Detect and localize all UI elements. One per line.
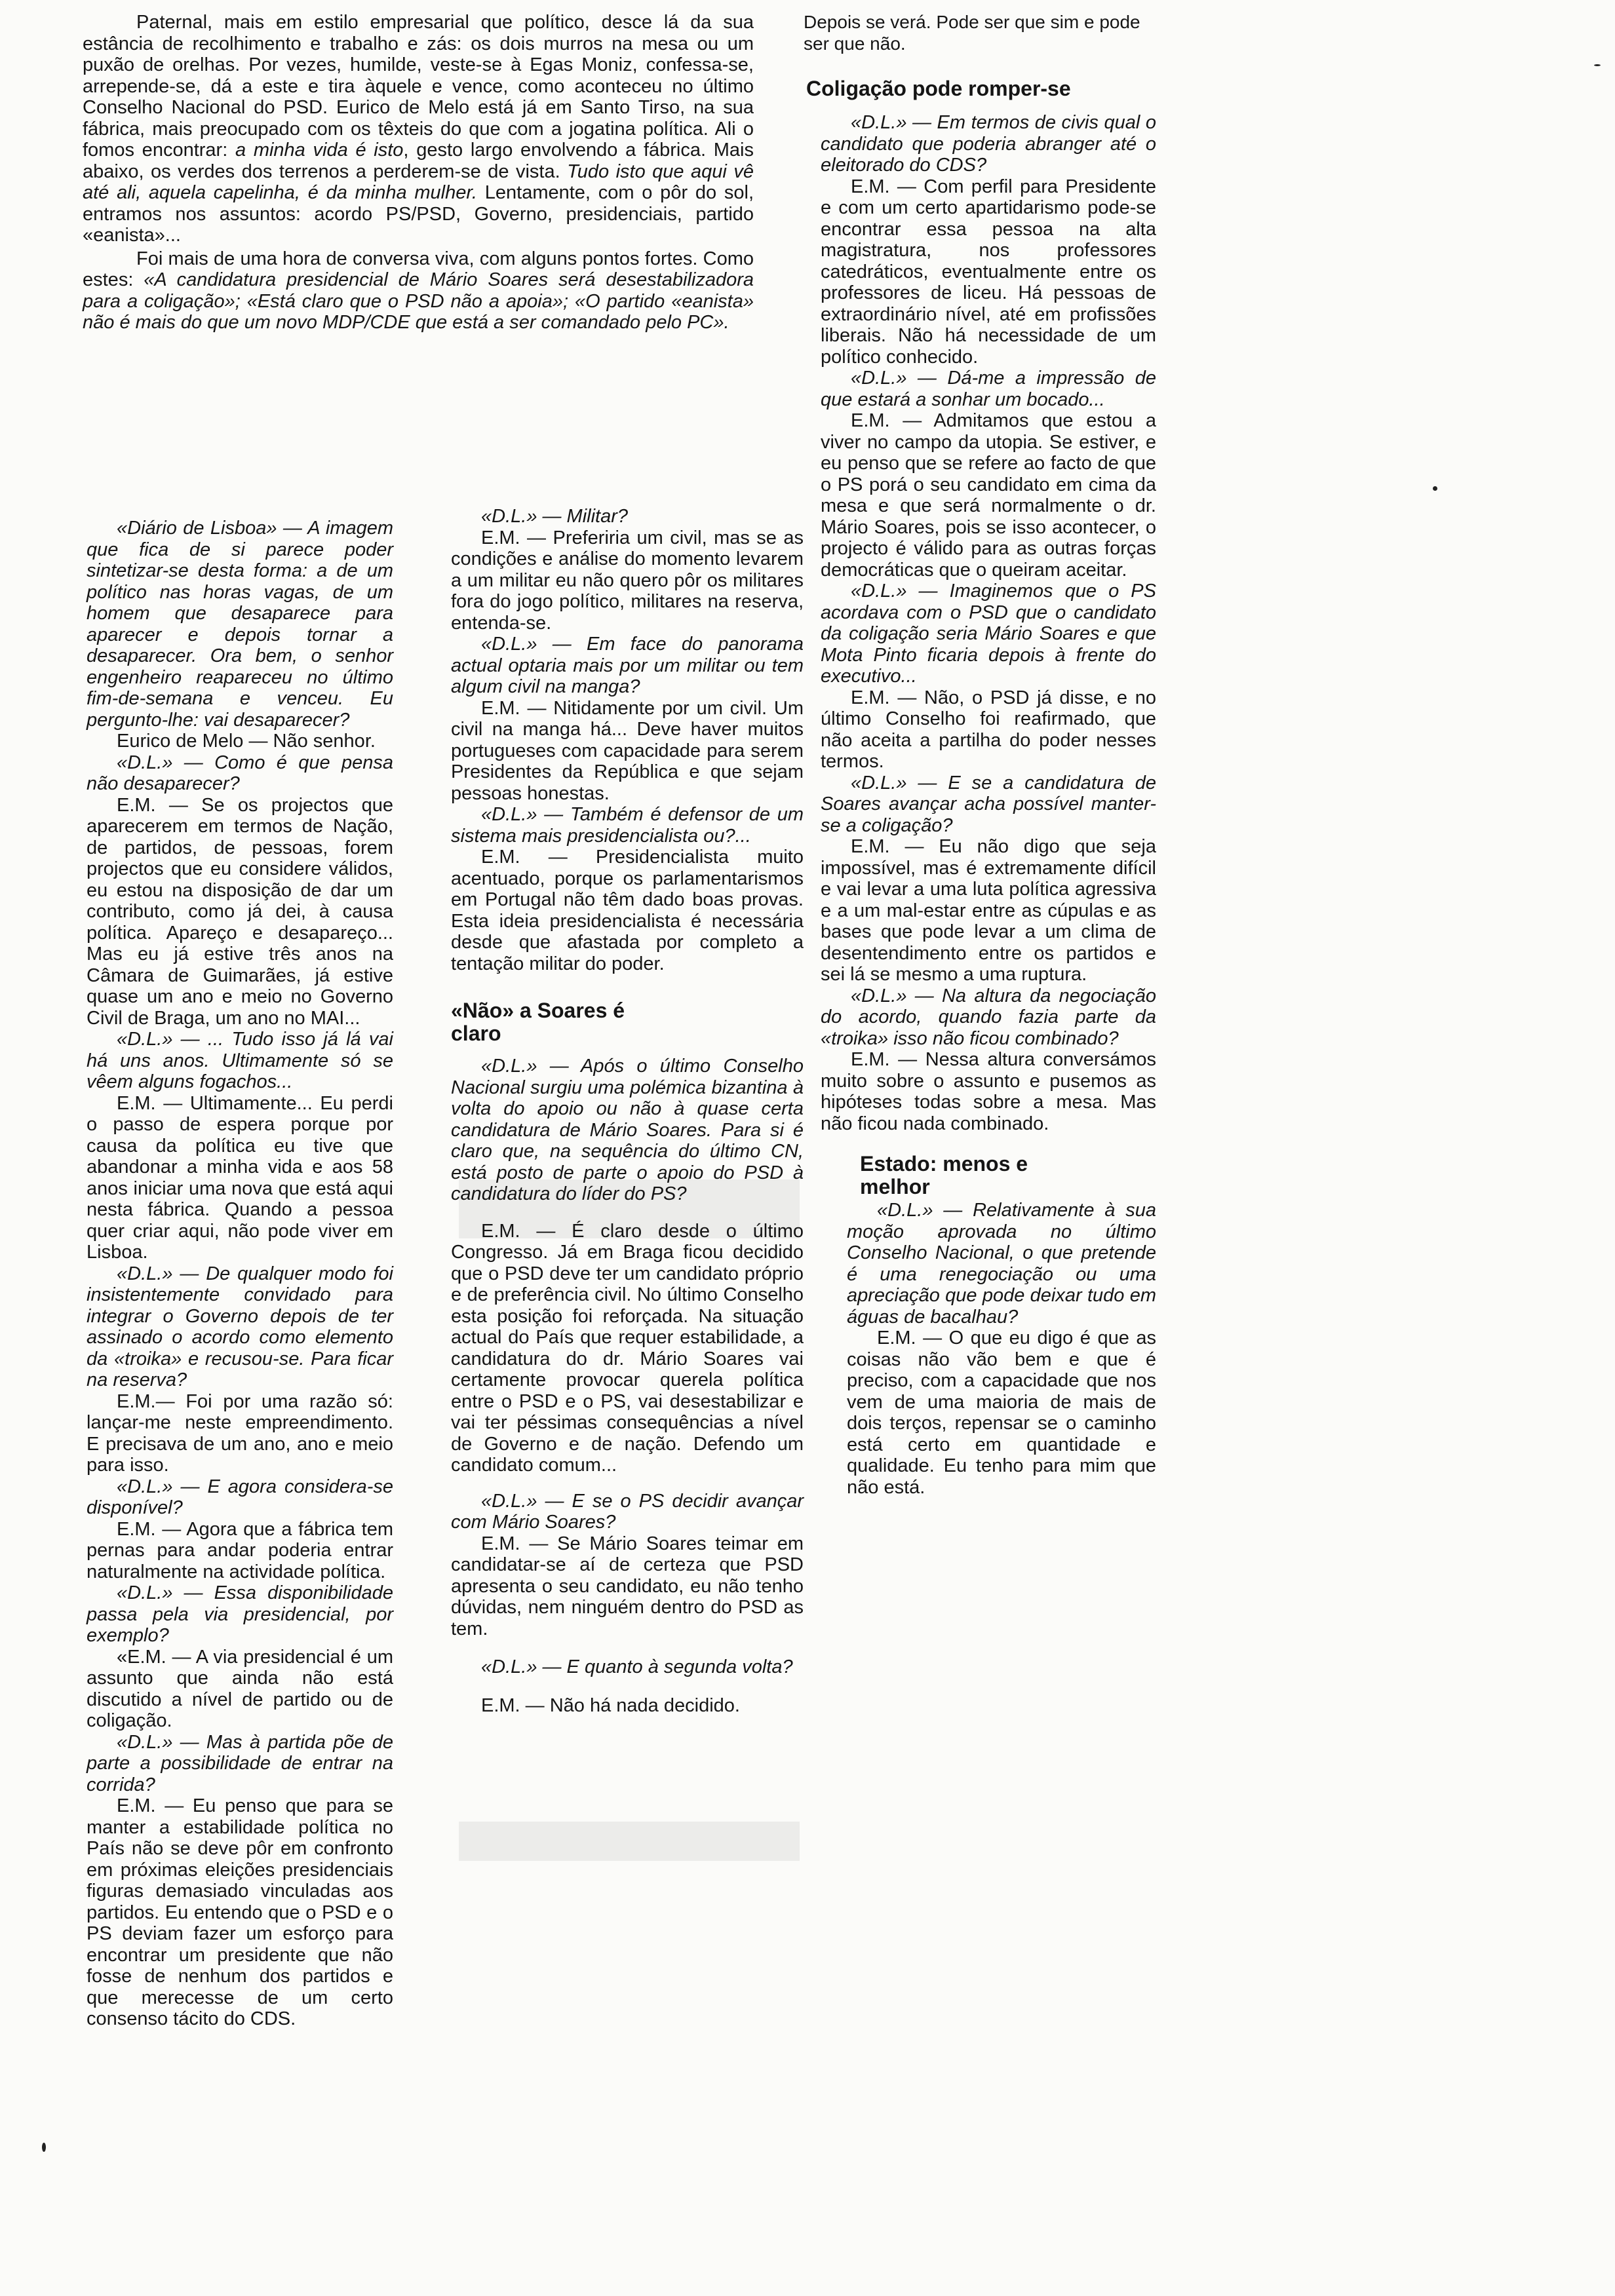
question-1: «Diário de Lisboa» — A imagem que fica de si parece poder sintetizar-se desta forma: a de um político nas horas vagas, de um homem que desaparece para aparecer e depois tornar a desaparecer. Ora bem, o senhor engenheiro reapareceu no último fim-de-semana e venceu. Eu pergunto-lhe: vai desaparecer? [87, 518, 393, 731]
lead-paragraph-1: Paternal, mais em estilo empresarial que político, desce lá da sua estância de recolhimento e trabalho e zás: os dois murros na mesa ou um puxão de orelhas. Por vezes, humilde, veste-se à Egas Moniz, confessa-se, arrepende-se, dá a este e tira àquele e vence, como aconteceu no último Conselho Nacional do PSD. Eurico de Melo está já em Santo Tirso, na sua fábrica, mais preocupado com os têxteis do que com a jogatina política. Ali o fomos encontrar: a minha vida é isto, gesto largo envolvendo a fábrica. Mais abaixo, os verdes dos terrenos a perderem-se de vista. Tudo isto que aqui vê até ali, aquela capelinha, é da minha mulher. Lentamente, com o pôr do sol, entramos nos assuntos: acordo PS/PSD, Governo, presidenciais, partido «eanista»... [83, 12, 754, 246]
question-6: «D.L.» — Relativamente à sua moção aprovada no último Conselho Nacional, o que pretende é uma renegociação ou uma apreciação que pode deixar tudo em águas de bacalhau? [847, 1200, 1156, 1328]
answer-1: Eurico de Melo — Não senhor. [117, 731, 376, 752]
answer-5: E.M. — Agora que a fábrica tem pernas para andar poderia entrar naturalmente na actividade política. [87, 1518, 393, 1582]
answer-4: E.M.— Foi por uma razão só: lançar-me neste empreendimento. E precisava de um ano, ano e meio para isso. [87, 1390, 393, 1476]
answer-1: E.M. — Preferiria um civil, mas se as condições e análise do momento levarem a um militar eu não quero pôr os militares fora do jogo político, militares na reserva, entenda-se. [451, 527, 804, 634]
answer-3: E.M. — Ultimamente... Eu perdi o passo de espera porque por causa da política eu tive que abandonar a minha vida e aos 58 anos iniciar uma nova que está aqui nesta fábrica. Quando a pessoa quer criar aqui, não pode viver em Lisboa. [87, 1092, 393, 1263]
answer-3: E.M. — Presidencialista muito acentuado, porque os parlamentarismos em Portugal não têm dado boas provas. Esta ideia presidencialista é necessária desde que afastada por completo a tentação militar do poder. [451, 847, 804, 974]
question-6: «D.L.» — E quanto à segunda volta? [481, 1656, 793, 1677]
question-7: «D.L.» — Mas à partida põe de parte a possibilidade de entrar na corrida? [87, 1731, 393, 1795]
lead-paragraph-2: Foi mais de uma hora de conversa viva, com alguns pontos fortes. Como estes: «A candidatura presidencial de Mário Soares será desestabilizadora para a coligação»; «Está claro que o PSD não a apoia»; «O partido «eanista» não é mais do que um novo MDP/CDE que está a ser comandado pelo PC». [83, 248, 754, 333]
answer-6: «E.M. — A via presidencial é um assunto que ainda não está discutido a nível de partido ou de coligação. [87, 1646, 393, 1731]
question-2: «D.L.» — Dá-me a impressão de que estará a sonhar um bocado... [821, 368, 1156, 410]
question-4: «D.L.» — E se a candidatura de Soares avançar acha possível manter-se a coligação? [821, 772, 1156, 836]
scan-speck [1594, 64, 1601, 66]
question-5: «D.L.» — E se o PS decidir avançar com Mário Soares? [451, 1490, 804, 1533]
answer-4: E.M. — É claro desde o último Congresso. Já em Braga ficou decidido que o PSD deve ter um candidato próprio e de preferência civil. No último Conselho esta posição foi reforçada. Na situação actual do País que requer estabilidade, a candidatura do dr. Mário Soares vai certamente provocar querela política entre o PSD e o PS, vai desestabilizar e vai ter péssimas consequências a nível de Governo e de nação. Defendo um candidato comum... [451, 1220, 804, 1476]
article-lead [83, 12, 754, 334]
answer-2: E.M. — Nitidamente por um civil. Um civil na manga há... Deve haver muitos portugueses com capacidade para serem Presidentes da República e que sejam pessoas honestas. [451, 697, 804, 804]
scan-smudge [459, 1822, 800, 1861]
scan-speck [1433, 486, 1437, 491]
scan-speck [42, 2143, 46, 2152]
answer-5: E.M. — Nessa altura conversámos muito sobre o assunto e pusemos as hipóteses todas sobre a mesa. Mas não ficou nada combinado. [821, 1049, 1156, 1134]
answer-2: E.M. — Se os projectos que aparecerem em termos de Nação, de partidos, de pessoas, forem projectos que eu considere válidos, eu estou na disposição de dar um contributo, como já dei, à causa política. Apareço e desapareço... Mas eu já estive três anos na Câmara de Guimarães, já estive quase um ano e meio no Governo Civil de Braga, um ano no MAI... [87, 794, 393, 1029]
answer-4: E.M. — Eu não digo que seja impossível, mas é extremamente difícil e vai levar a uma luta política agressiva e a um mal-estar entre as cúpulas e as bases que pode levar a um clima de desentendimento entre os partidos e sei lá se mesmo a uma ruptura. [821, 836, 1156, 985]
column-1 [87, 518, 393, 2030]
answer-2: E.M. — Admitamos que estou a viver no campo da utopia. Se estiver, e eu penso que se refere ao facto de que o PS porá o seu candidato em cima da mesa e que será normalmente o dr. Mário Soares, pois se isso acontecer, o projecto é válido para as outras forças democráticas que o queiram aceitar. [821, 410, 1156, 581]
question-1: «D.L.» — Militar? [481, 506, 629, 527]
subheading-estado: Estado: menos e melhor [860, 1152, 1028, 1198]
question-3: «D.L.» — Imaginemos que o PS acordava com o PSD que o candidato da coligação seria Mário Soares e que Mota Pinto ficaria depois à frente do executivo... [821, 581, 1156, 687]
answer-7: E.M. — Eu penso que para se manter a estabilidade política no País não se deve pôr em confronto em próximas eleições presidenciais figuras demasiado vinculadas aos partidos. Eu entendo que o PSD e o PS deviam fazer um esforço para encontrar um presidente que não fosse de nenhum dos partidos e que merecesse de um certo consenso tácito do CDS. [87, 1795, 393, 2029]
question-3: «D.L.» — ... Tudo isso já lá vai há uns anos. Ultimamente só se vêem alguns fogachos... [87, 1029, 393, 1092]
column-3 [806, 77, 1156, 1498]
question-5: «D.L.» — E agora considera-se disponível? [87, 1476, 393, 1518]
question-2: «D.L.» — Como é que pensa não desaparecer? [87, 752, 393, 794]
column-2 [451, 506, 804, 1716]
question-3: «D.L.» — Também é defensor de um sistema mais presidencialista ou?... [451, 804, 804, 847]
continuation-text: Depois se verá. Pode ser que sim e pode ser que não. [804, 12, 1140, 54]
right-column-top [804, 12, 1164, 54]
question-1: «D.L.» — Em termos de civis qual o candidato que poderia abranger até o eleitorado do CDS? [821, 112, 1156, 176]
question-5: «D.L.» — Na altura da negociação do acordo, quando fazia parte da «troika» isso não ficou combinado? [821, 985, 1156, 1049]
answer-5: E.M. — Se Mário Soares teimar em candidatar-se aí de certeza que PSD apresenta o seu candidato, eu não tenho dúvidas, nem ninguém dentro do PSD as tem. [451, 1533, 804, 1639]
answer-6: E.M. — Não há nada decidido. [481, 1694, 740, 1716]
answer-6: E.M. — O que eu digo é que as coisas não vão bem e que é preciso, com a capacidade que nos vem de uma maioria de mais de dois terços, repensar se o caminho está certo em quantidade e qualidade. Eu tenho para mim que não está. [847, 1328, 1156, 1498]
question-2: «D.L.» — Em face do panorama actual optaria mais por um militar ou tem algum civil na manga? [451, 634, 804, 697]
subheading-coligacao: Coligação pode romper-se [806, 77, 1071, 100]
scan-smudge [459, 1179, 800, 1238]
question-4: «D.L.» — Após o último Conselho Nacional surgiu uma polémica bizantina à volta do apoio ou não à quase certa candidatura de Mário Soares. Para si é claro que, na sequência do último CN, está posto de parte o apoio do PSD à candidatura do líder do PS? [451, 1056, 804, 1204]
subheading-nao-a-soares: «Não» a Soares é claro [451, 999, 625, 1045]
answer-3: E.M. — Não, o PSD já disse, e no último Conselho foi reafirmado, que não aceita a partilha do poder nesses termos. [821, 687, 1156, 772]
answer-1: E.M. — Com perfil para Presidente e com um certo apartidarismo pode-se encontrar essa pessoa na alta magistratura, nos professores catedráticos, eventualmente entre os professores de liceu. Há pessoas de extraordinário nível, até em profissões liberais. Não há necessidade de um político conhecido. [821, 176, 1156, 368]
question-4: «D.L.» — De qualquer modo foi insistentemente convidado para integrar o Governo depois de ter assinado o acordo como elemento da «troika» e recusou-se. Para ficar na reserva? [87, 1263, 393, 1390]
question-6: «D.L.» — Essa disponibilidade passa pela via presidencial, por exemplo? [87, 1582, 393, 1646]
